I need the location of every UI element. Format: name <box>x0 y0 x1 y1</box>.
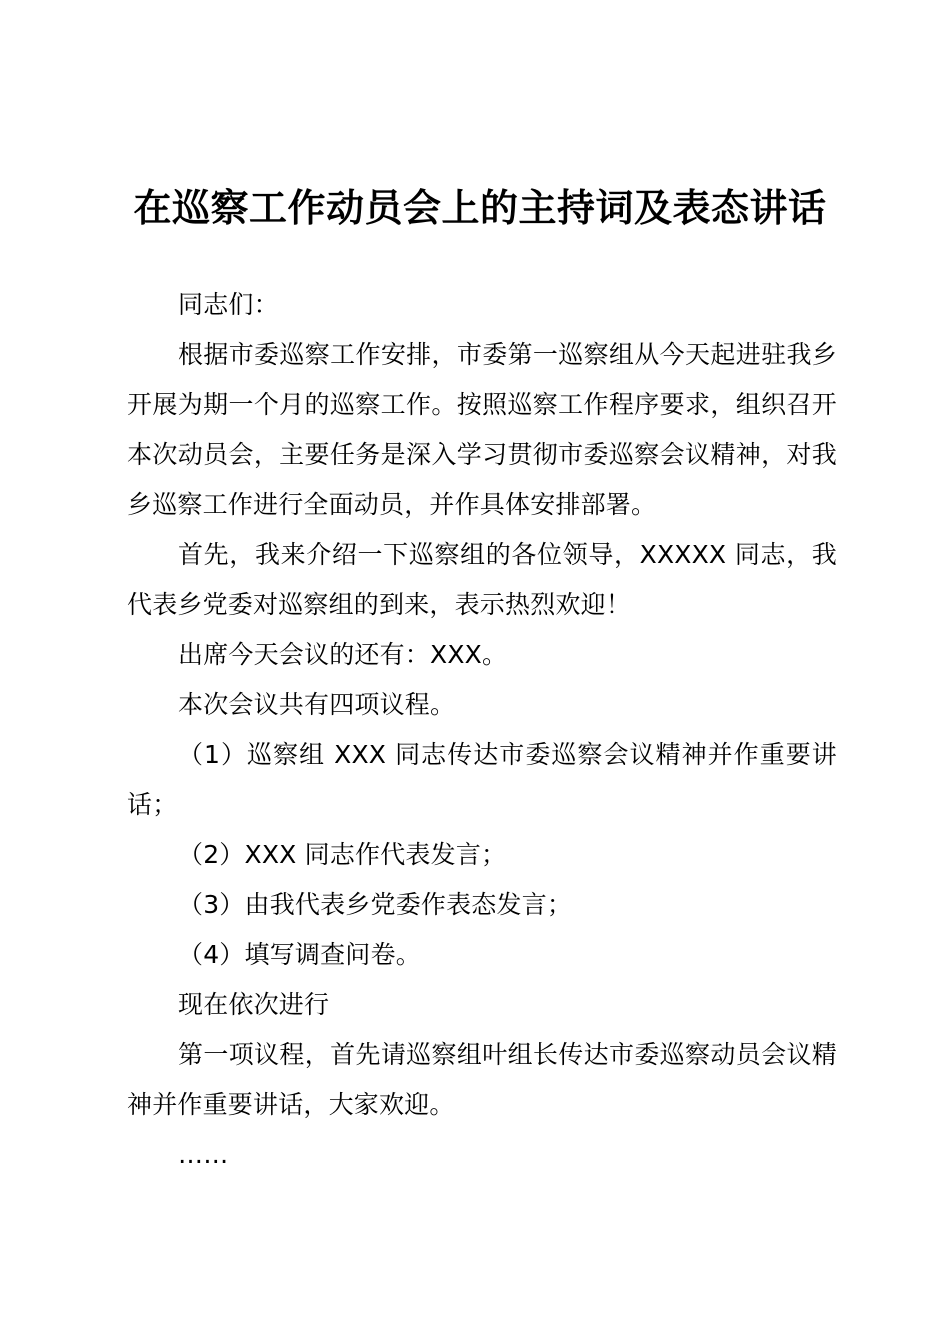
paragraph-first-item: 第一项议程，首先请巡察组叶组长传达市委巡察动员会议精神并作重要讲话，大家欢迎。 <box>127 1040 837 1119</box>
ellipsis: …… <box>178 1140 229 1169</box>
agenda-item-1: （1）巡察组 XXX 同志传达市委巡察会议精神并作重要讲话； <box>127 740 837 819</box>
agenda-item-2: （2）XXX 同志作代表发言； <box>178 840 507 869</box>
agenda-item-4: （4）填写调查问卷。 <box>178 940 421 969</box>
document-title: 在巡察工作动员会上的主持词及表态讲话 <box>133 186 827 230</box>
paragraph-proceed: 现在依次进行 <box>178 990 330 1019</box>
paragraph-arrangement: 根据市委巡察工作安排，市委第一巡察组从今天起进驻我乡开展为期一个月的巡察工作。按照巡察工作程序要求，组织召开本次动员会，主要任务是深入学习贯彻市委巡察会议精神，对我乡巡察工作进行全面动员，并作具体安排部署。 <box>127 340 837 519</box>
paragraph-introduction: 首先，我来介绍一下巡察组的各位领导，XXXXX 同志，我代表乡党委对巡察组的到来，表示热烈欢迎！ <box>127 540 837 619</box>
paragraph-attendees: 出席今天会议的还有：XXX。 <box>178 640 508 669</box>
paragraph-agenda-intro: 本次会议共有四项议程。 <box>178 690 456 719</box>
document-body <box>127 280 837 1180</box>
agenda-item-3: （3）由我代表乡党委作表态发言； <box>178 890 573 919</box>
salutation: 同志们： <box>178 290 279 319</box>
